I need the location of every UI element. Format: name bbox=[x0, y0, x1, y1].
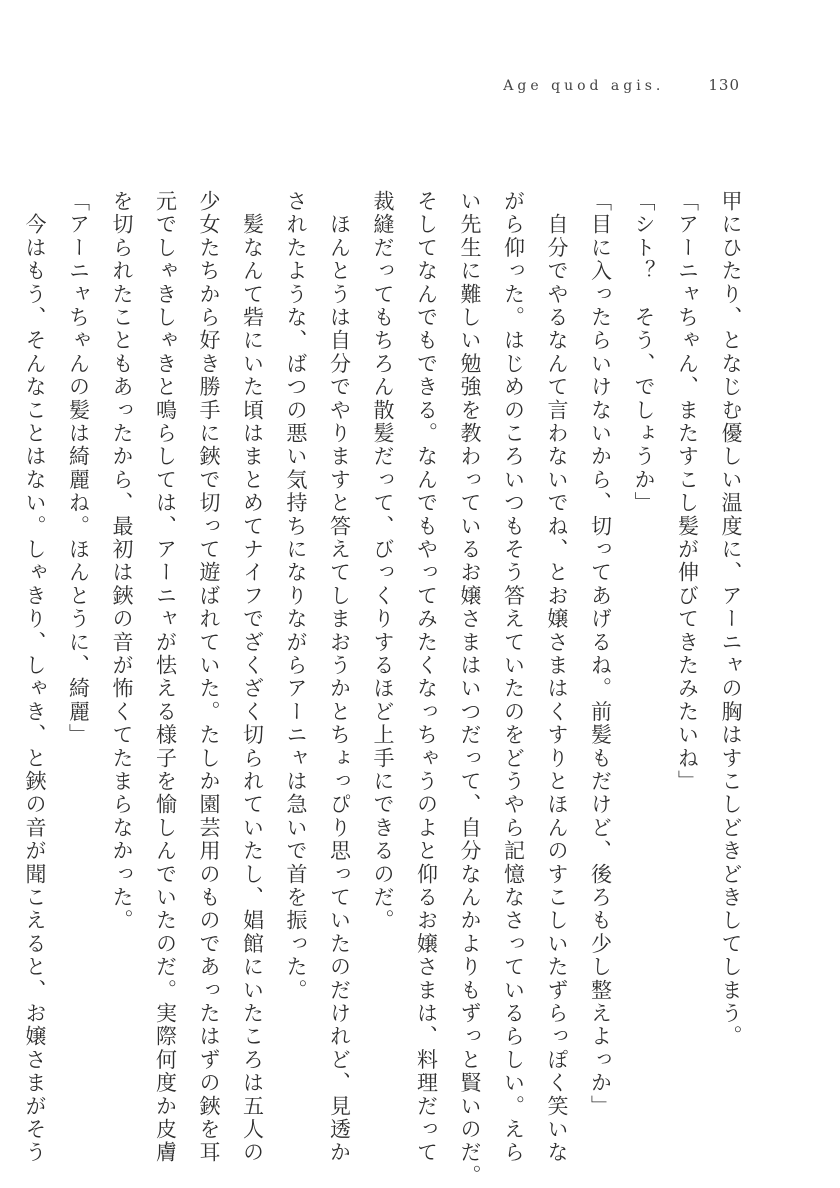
text-line: 少女たちから好き勝手に鋏で切って遊ばれていた。たしか園芸用のものであったはずの鋏を耳 bbox=[197, 190, 221, 1165]
text-line: 自分でやるなんて言わないでね、とお嬢さまはくすりとほんのすこしいたずらっぽく笑いな bbox=[545, 190, 569, 1165]
text-line: そしてなんでもできる。なんでもやってみたくなっちゃうのよと仰るお嬢さまは、料理だって bbox=[414, 190, 439, 1165]
text-line: 髪なんて砦にいた頃はまとめてナイフでざくざく切られていたし、娼館にいたころは五人の bbox=[240, 190, 265, 1165]
text-line: 「アーニャちゃん、またすこし髪が伸びてきたみたいね」 bbox=[675, 190, 700, 794]
running-header bbox=[503, 76, 740, 94]
text-line: されたような、ばつの悪い気持ちになりながらアーニャは急いで首を振った。 bbox=[284, 190, 308, 1002]
body-text bbox=[23, 190, 752, 1188]
text-line: 元でしゃきしゃきと鳴らしては、アーニャが怯える様子を愉しんでいたのだ。実際何度か皮膚 bbox=[153, 190, 178, 1165]
text-line: 「アーニャちゃんの髪は綺麗ね。ほんとうに、綺麗」 bbox=[66, 190, 91, 747]
page-number: 130 bbox=[708, 76, 740, 94]
text-line: 「目に入ったらいけないから、切ってあげるね。前髪もだけど、後ろも少し整えよっか」 bbox=[588, 190, 613, 1118]
running-title: Age quod agis. bbox=[503, 78, 665, 94]
text-line: がら仰った。はじめのころいつもそう答えていたのをどうやら記憶なさっているらしい。えら bbox=[501, 190, 526, 1165]
text-line: い先生に難しい勉強を教わっているお嬢さまはいつだって、自分なんかよりもずっと賢いのだ。 bbox=[458, 190, 482, 1188]
text-line: を切られたこともあったから、最初は鋏の音が怖くてたまらなかった。 bbox=[110, 190, 134, 933]
text-line: 裁縫だってもちろん散髪だって、びっくりするほど上手にできるのだ。 bbox=[371, 190, 395, 933]
text-line: 今はもう、そんなことはない。しゃきり、しゃき、と鋏の音が聞こえると、お嬢さまがそう bbox=[23, 190, 47, 1165]
text-line: 「シト？ そう、でしょうか」 bbox=[632, 190, 656, 515]
text-line: ほんとうは自分でやりますと答えてしまおうかとちょっぴり思っていたのだけれど、見透か bbox=[327, 190, 352, 1165]
text-line: 甲にひたり、となじむ優しい温度に、アーニャの胸はすこしどきどきしてしまう。 bbox=[719, 190, 743, 1049]
